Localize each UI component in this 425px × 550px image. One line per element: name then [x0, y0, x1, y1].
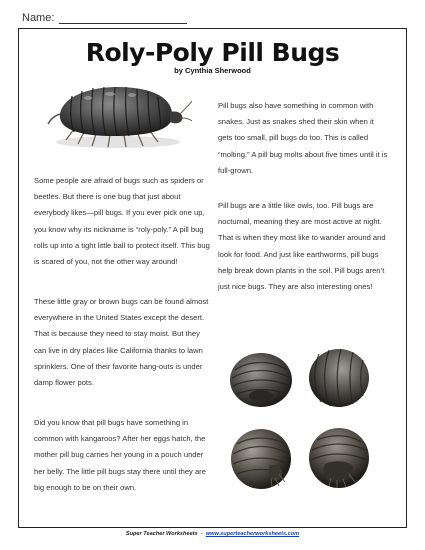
rolled-pill-bug-photo: [303, 422, 375, 494]
footer-brand: Super Teacher Worksheets: [125, 531, 198, 537]
rolled-pill-bug-photo: [225, 422, 297, 494]
paragraph-3: Did you know that pill bugs have something in common with kangaroos? After her eggs hatch, the mother pill bug carries her young in a pouch under her belly. The little pill bugs stay there until they are big enough to be on their own.: [34, 418, 206, 492]
paragraph-5: Pill bugs are a little like owls, too. Pill bugs are nocturnal, meaning they are most active at night. That is when they most like to wander around and look for food. And just like earthworms, pill bugs help break down plants in the soil. Pill bugs aren’t just nice bugs. They are also interesting ones!: [218, 201, 386, 292]
footer: [0, 531, 425, 537]
rolled-pill-bug-photo: [303, 340, 375, 412]
paragraph-4: Pill bugs also have something in common with snakes. Just as snakes shed their skin when it gets too small, pill bugs do too. This is called “molting.” A pill bug molts about five times until it is full-grown.: [218, 101, 388, 175]
paragraph-1: Some people are afraid of bugs such as spiders or beetles. But there is one bug that just about everybody likes—pill bugs. If you ever pick one up, you know why its nickname is “roly-poly.” A pill bug rolls up into a tight little ball to protect itself. This bug is scared of you, not the other way around!: [34, 176, 210, 267]
paragraph-2: These little gray or brown bugs can be found almost everywhere in the United States except the desert. That is because they need to stay moist. But they can live in dry places like California thanks to lawn sprinklers. One of their favorite hang-outs is under damp flower pots.: [34, 297, 209, 388]
name-field[interactable]: [22, 12, 187, 24]
article-byline: by Cynthia Sherwood: [174, 66, 251, 75]
pill-bug-photo: [42, 74, 192, 154]
name-blank-line[interactable]: [59, 13, 187, 24]
name-label: Name:: [22, 12, 55, 24]
footer-separator: -: [200, 531, 203, 537]
footer-website-link[interactable]: www.superteacherworksheets.com: [205, 531, 300, 537]
article-title: Roly-Poly Pill Bugs: [85, 38, 340, 67]
rolled-pill-bug-photo: [225, 340, 297, 412]
